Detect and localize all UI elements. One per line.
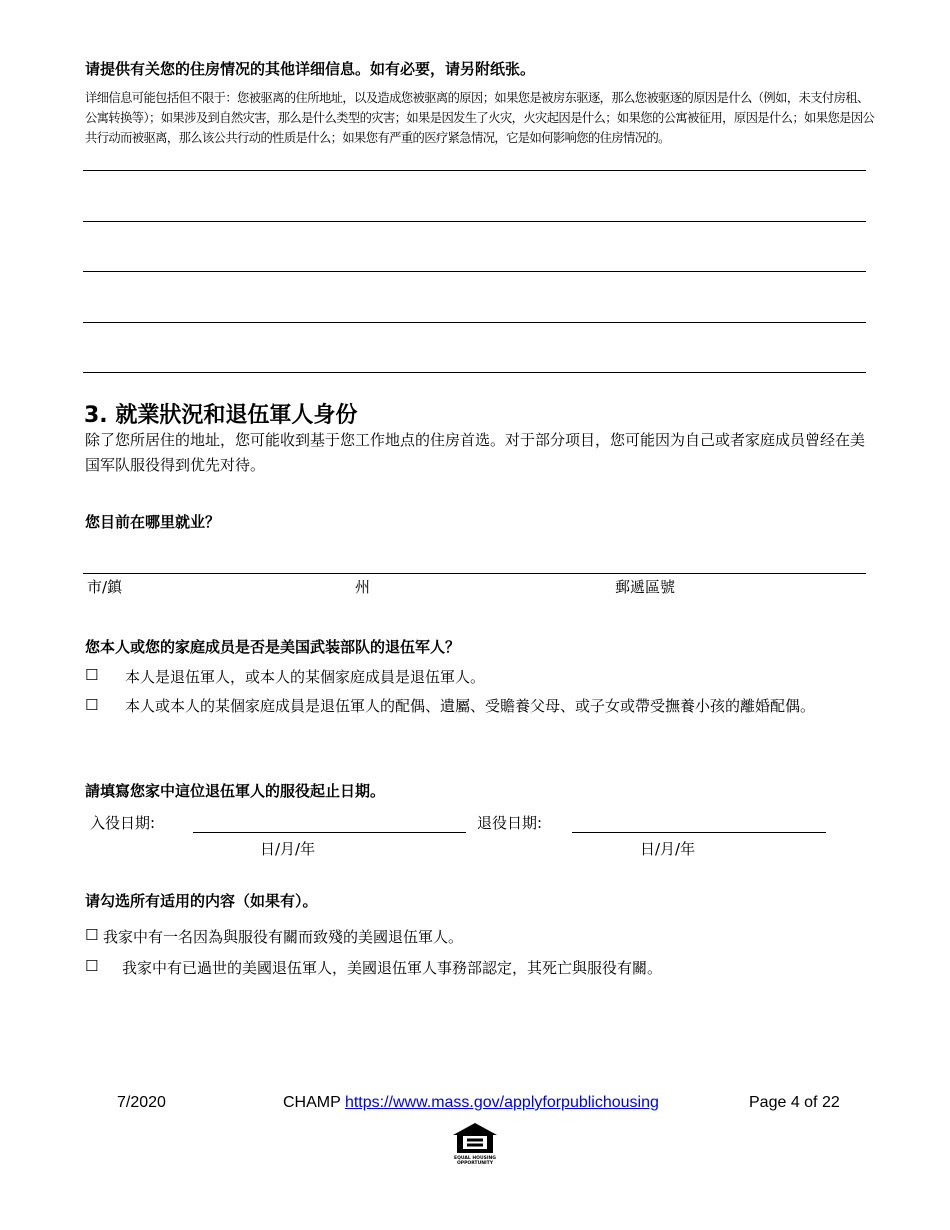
svg-text:EQUAL HOUSING: EQUAL HOUSING [454, 1156, 496, 1161]
footer-link[interactable]: https://www.mass.gov/applyforpublichousing [344, 1094, 659, 1111]
entry-date-format: 日/月/年 [260, 840, 316, 858]
exit-date-field[interactable] [572, 832, 826, 833]
entry-date-field[interactable] [193, 832, 466, 833]
deceased-veteran-checkbox[interactable]: ☐ [85, 957, 99, 975]
answer-line-3[interactable] [83, 271, 866, 272]
answer-line-1[interactable] [83, 170, 866, 171]
veteran-option-2: 本人或本人的某個家庭成員是退伍軍人的配偶、遺屬、受贍養父母、或子女或帶受撫養小孩的離婚配偶。 [125, 697, 816, 715]
disabled-veteran-checkbox[interactable]: ☐ [85, 926, 99, 944]
deceased-veteran-label: 我家中有已過世的美國退伍軍人，美國退伍軍人事務部認定，其死亡與服役有關。 [122, 959, 663, 977]
check-all-heading: 请勾选所有适用的内容（如果有）。 [85, 892, 318, 910]
service-question: 請填寫您家中這位退伍軍人的服役起止日期。 [85, 782, 386, 800]
equal-housing-logo [450, 1122, 500, 1167]
city-label: 市/鎮 [87, 578, 123, 596]
equal-housing-icon [450, 1122, 500, 1167]
answer-line-5[interactable] [83, 372, 866, 373]
veteran-question: 您本人或您的家庭成员是否是美国武装部队的退伍军人？ [85, 638, 461, 656]
exit-date-format: 日/月/年 [640, 840, 696, 858]
veteran-checkbox-2[interactable]: ☐ [85, 696, 99, 714]
footer-program-name: CHAMP [283, 1094, 341, 1111]
footer-page-number: Page 4 of 22 [749, 1094, 840, 1111]
answer-line-4[interactable] [83, 322, 866, 323]
exit-date-label: 退役日期: [477, 814, 543, 832]
zip-label: 郵遞區號 [615, 578, 676, 596]
work-question: 您目前在哪里就业？ [85, 513, 221, 531]
state-label: 州 [355, 578, 371, 596]
veteran-checkbox-1[interactable]: ☐ [85, 666, 99, 684]
svg-text:OPPORTUNITY: OPPORTUNITY [456, 1161, 494, 1166]
answer-line-2[interactable] [83, 221, 866, 222]
housing-details-description: 详细信息可能包括但不限于：您被驱离的住所地址，以及造成您被驱离的原因；如果您是被房东驱逐，那么您被驱逐的原因是什么（例如，未支付房租、公寓转换等）；如果涉及到自然灾害，那么是什么类型的灾害；如果是因发生了火灾，火灾起因是什么；如果您的公寓被征用，原因是什么；如果您是因公共行动而被驱离，那么该公共行动的性质是什么；如果您有严重的医疗紧急情况，它是如何影响您的住房情况的。 [85, 91, 875, 145]
disabled-veteran-label: 我家中有一名因為與服役有關而致殘的美國退伍軍人。 [103, 928, 464, 946]
footer-date: 7/2020 [117, 1094, 166, 1111]
section-intro: 除了您所居住的地址，您可能收到基于您工作地点的住房首选。对于部分项目，您可能因为自己或者家庭成员曾经在美国军队服役得到优先对待。 [85, 431, 866, 474]
footer-program [283, 1094, 659, 1112]
section-title: 3. 就業狀況和退伍軍人身份 [84, 403, 358, 428]
work-location-line[interactable] [83, 573, 866, 574]
housing-details-heading: 请提供有关您的住房情况的其他详细信息。如有必要，请另附纸张。 [85, 60, 536, 78]
entry-date-label: 入役日期: [90, 814, 156, 832]
veteran-option-1: 本人是退伍軍人，或本人的某個家庭成員是退伍軍人。 [125, 668, 486, 686]
